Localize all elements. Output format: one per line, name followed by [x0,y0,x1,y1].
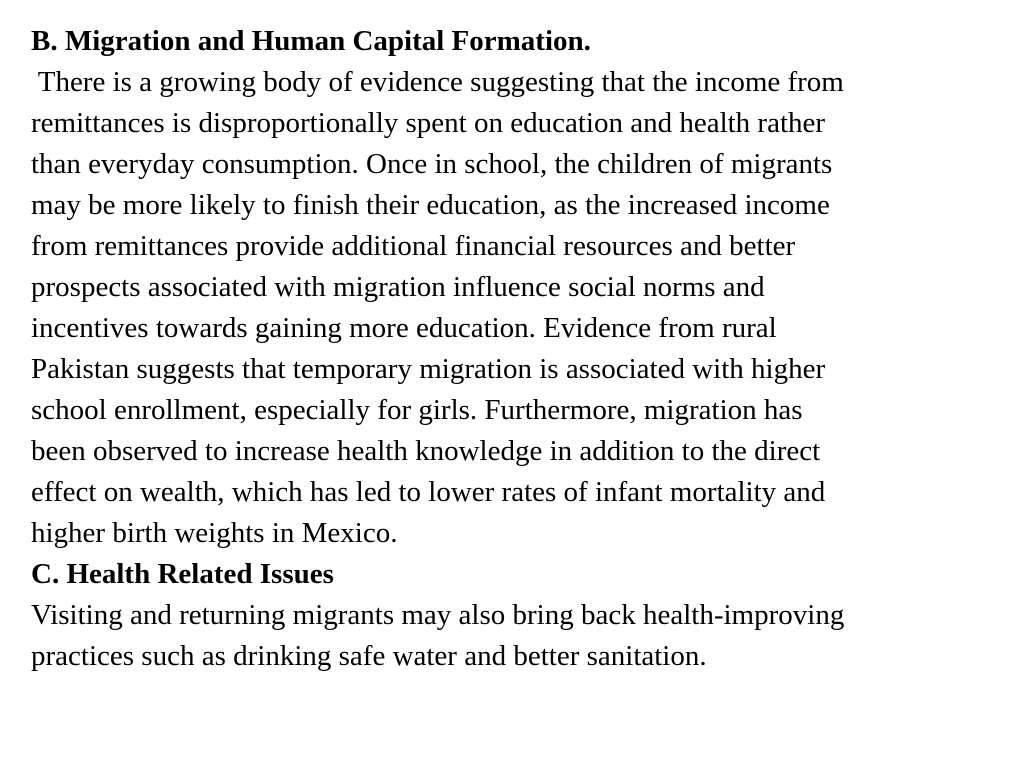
paragraph-line: incentives towards gaining more education. Evidence from rural [31,312,777,344]
section-c-heading: C. Health Related Issues [31,558,334,590]
slide-content [31,21,1006,677]
section-c-paragraph [31,595,1006,677]
paragraph-line: school enrollment, especially for girls. Furthermore, migration has [31,394,803,426]
paragraph-line: remittances is disproportionally spent on education and health rather [31,107,826,139]
paragraph-line: prospects associated with migration influence social norms and [31,271,765,303]
section-b-heading: B. Migration and Human Capital Formation. [31,25,591,57]
paragraph-line: than everyday consumption. Once in school, the children of migrants [31,148,833,180]
paragraph-line: from remittances provide additional financial resources and better [31,230,796,262]
paragraph-line: Pakistan suggests that temporary migration is associated with higher [31,353,826,385]
paragraph-line: effect on wealth, which has led to lower rates of infant mortality and [31,476,826,508]
paragraph-line: There is a growing body of evidence suggesting that the income from [31,66,844,98]
paragraph-line: Visiting and returning migrants may also bring back health-improving [31,599,845,631]
paragraph-line: been observed to increase health knowledge in addition to the direct [31,435,821,467]
paragraph-line: practices such as drinking safe water and better sanitation. [31,640,707,672]
section-b-paragraph [31,62,1006,554]
paragraph-line: may be more likely to finish their education, as the increased income [31,189,830,221]
paragraph-line: higher birth weights in Mexico. [31,517,398,549]
